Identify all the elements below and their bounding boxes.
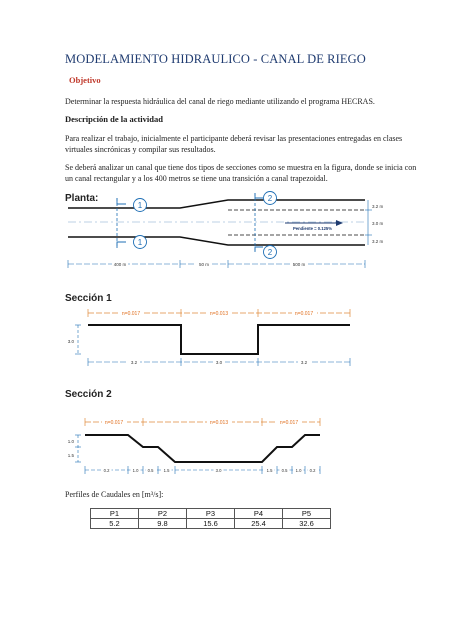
caudales-value-p3: 15.6: [187, 519, 235, 529]
sec1-n-left: n=0.017: [121, 311, 141, 317]
sec2-width-label: 0.2: [103, 468, 110, 473]
sec1-n-right: n=0.017: [294, 311, 314, 317]
marker-1-top-text: 1: [137, 201, 143, 210]
seccion-1-diagram: [68, 309, 350, 366]
planta-bottom-wall: [68, 237, 365, 245]
seccion-2-label: Sección 2: [65, 389, 112, 400]
document-title: MODELAMIENTO HIDRAULICO - CANAL DE RIEGO: [65, 52, 366, 66]
sec1-profile: [88, 325, 350, 354]
sec2-h-bottom: 1.5: [67, 453, 74, 458]
planta-len-1: 400 m: [113, 262, 127, 267]
planta-len-2: 50 m: [198, 262, 210, 267]
planta-top-wall: [68, 200, 365, 208]
marker-2-top-text: 2: [267, 194, 273, 203]
section-2-cut-arrow-top: [255, 193, 263, 198]
sec2-h-top: 1.0: [67, 439, 74, 444]
sec2-profile: [85, 435, 320, 462]
planta-label: Planta:: [65, 193, 99, 204]
sec1-w-mid: 3.0: [215, 360, 223, 365]
activity-paragraph-1: Para realizar el trabajo, inicialmente el participante deberá revisar las presentaciones entregadas en clases virtuales sincrónicas y compilar sus resultados.: [65, 134, 403, 154]
caudales-value-p1: 5.2: [91, 519, 139, 529]
slope-label: Pendiente = 0.125%: [293, 226, 332, 231]
planta-len-3: 500 m: [292, 262, 306, 267]
slope-arrow-head: [336, 220, 343, 226]
section-1-cut-arrow-bottom: [117, 242, 126, 248]
sec2-width-label: 0.5: [281, 468, 288, 473]
activity-paragraph-2: Se deberá analizar un canal que tiene dos tipos de secciones como se muestra en la figura, donde se inicia con un canal rectangular y a los 400 metros se tiene una transición a canal trapezoidal.: [65, 163, 417, 183]
planta-diagram: [68, 192, 384, 269]
caudales-value-p4: 25.4: [235, 519, 283, 529]
caudales-table: [90, 508, 331, 529]
sec2-n-left: n=0.017: [104, 420, 124, 426]
sec2-width-label: 3.0: [215, 468, 222, 473]
sec2-width-label: 0.2: [309, 468, 316, 473]
sec2-width-label: 1.0: [132, 468, 139, 473]
sec1-w-left: 3.2: [130, 360, 138, 365]
planta-dim-right: 3.2 m: [372, 239, 384, 244]
section-2-cut-arrow-bottom: [255, 247, 263, 252]
caudales-value-p2: 9.8: [139, 519, 187, 529]
sec2-width-labels: [102, 467, 318, 473]
marker-1-bottom-text: 1: [137, 238, 143, 247]
sec2-width-label: 0.5: [147, 468, 154, 473]
planta-dim-left: 3.2 m: [372, 204, 384, 209]
caudales-header-p4: P4: [235, 509, 283, 519]
section-1-cut-arrow-top: [117, 198, 126, 204]
caudales-header-row: [91, 509, 331, 519]
sec1-depth: 3.0: [67, 339, 74, 344]
sec1-n-mid: n=0.013: [209, 311, 229, 317]
caudales-caption: Perfiles de Caudales en [m³/s]:: [65, 490, 164, 499]
sec2-width-label: 1.0: [295, 468, 302, 473]
caudales-header-p3: P3: [187, 509, 235, 519]
marker-2-bottom-text: 2: [267, 248, 273, 257]
sec2-n-mid: n=0.013: [209, 420, 229, 426]
sec2-width-label: 1.5: [266, 468, 273, 473]
seccion-2-diagram: [68, 418, 320, 474]
caudales-value-p5: 32.6: [283, 519, 331, 529]
sec2-n-right: n=0.017: [279, 420, 299, 426]
caudales-header-p2: P2: [139, 509, 187, 519]
caudales-header-p1: P1: [91, 509, 139, 519]
objective-text: Determinar la respuesta hidráulica del canal de riego mediante utilizando el programa HECRAS.: [65, 97, 375, 106]
planta-dim-mid: 3.0 m: [372, 221, 384, 226]
sec2-width-label: 1.5: [163, 468, 170, 473]
caudales-value-row: [91, 519, 331, 529]
activity-heading: Descripción de la actividad: [65, 114, 163, 124]
sec1-w-right: 3.2: [300, 360, 308, 365]
objective-heading: Objetivo: [69, 75, 101, 85]
caudales-header-p5: P5: [283, 509, 331, 519]
seccion-1-label: Sección 1: [65, 293, 112, 304]
